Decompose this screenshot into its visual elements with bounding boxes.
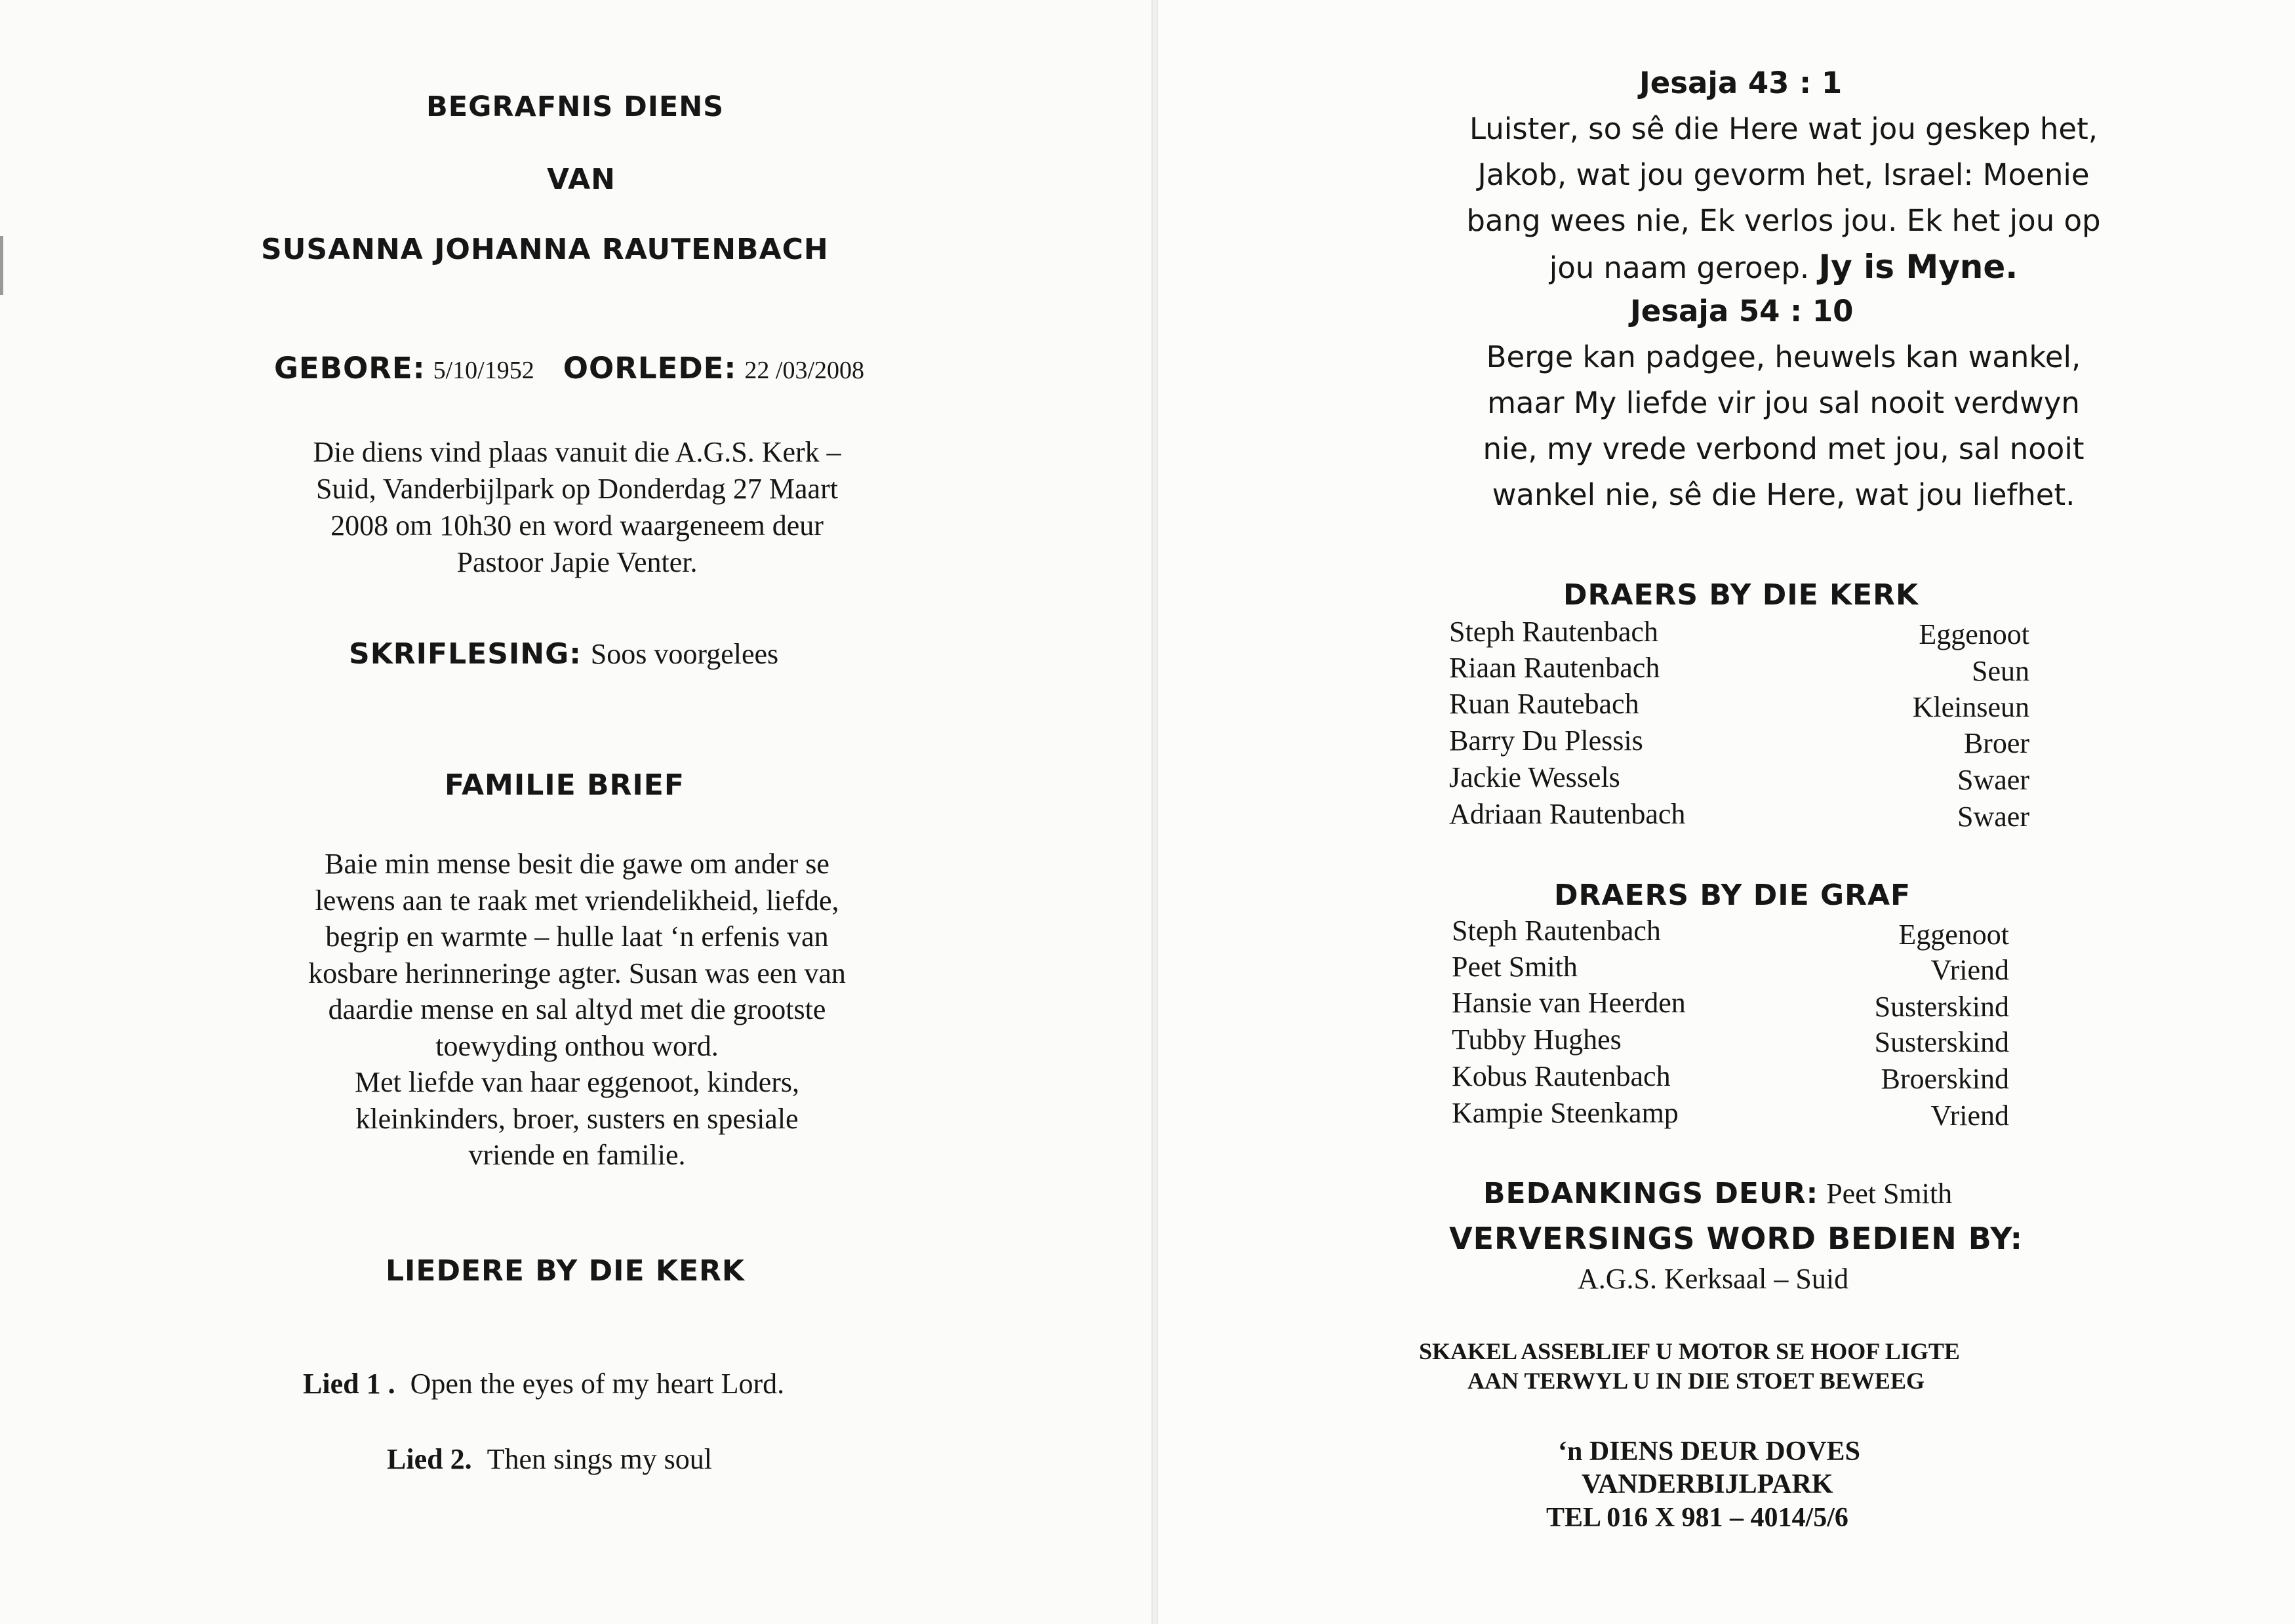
- bearer-role: Seun: [1972, 655, 2029, 687]
- song-title: Open the eyes of my heart Lord.: [410, 1368, 785, 1400]
- grave-bearers-heading: DRAERS BY DIE GRAF: [1554, 879, 1911, 912]
- verse-line-plain: jou naam geroep.: [1549, 250, 1810, 285]
- church-bearers-heading: DRAERS BY DIE KERK: [1563, 578, 1919, 612]
- bearer-role: Susterskind: [1874, 991, 2009, 1023]
- died-label: OORLEDE:: [563, 351, 737, 386]
- bearer-role: Susterskind: [1874, 1026, 2009, 1058]
- grave-bearers-list: [1452, 914, 2009, 1137]
- bearer-name: Tubby Hughes: [1452, 1023, 1622, 1056]
- song-label: Lied 1 .: [303, 1368, 395, 1400]
- bearer-name: Hansie van Heerden: [1452, 987, 1686, 1019]
- verse2-reference: Jesaja 54 : 10: [1630, 294, 1854, 328]
- song-label: Lied 2.: [387, 1443, 472, 1475]
- reading-value: Soos voorgelees: [590, 638, 779, 670]
- headlights-notice-line-2: AAN TERWYL U IN DIE STOET BEWEEG: [1467, 1368, 1925, 1394]
- born-label: GEBORE:: [274, 351, 426, 386]
- scripture-reading: [349, 637, 778, 671]
- bearer-role: Broer: [1963, 727, 2029, 759]
- bearer-name: Barry Du Plessis: [1449, 724, 1643, 757]
- born-date: 5/10/1952: [433, 357, 534, 384]
- verse-line: nie, my vrede verbond met jou, sal nooit: [1483, 431, 2085, 466]
- verse-line: [1390, 244, 2177, 291]
- bearer-role: Vriend: [1930, 954, 2009, 986]
- songs-heading: LIEDERE BY DIE KERK: [386, 1254, 746, 1288]
- letter-line: Baie min mense besit die gawe om ander se: [325, 848, 829, 880]
- letter-line: lewens aan te raak met vriendelikheid, liefde,: [315, 884, 839, 917]
- verse-line: wankel nie, sê die Here, wat jou liefhet.: [1492, 477, 2075, 512]
- letter-line: begrip en warmte – hulle laat ‘n erfenis van: [325, 921, 829, 953]
- family-letter-text: [203, 846, 951, 1174]
- verse1-reference: Jesaja 43 : 1: [1639, 66, 1843, 100]
- thanks-label: BEDANKINGS DEUR:: [1483, 1177, 1819, 1210]
- thanks-value: Peet Smith: [1826, 1178, 1953, 1210]
- service-line: Suid, Vanderbijlpark op Donderdag 27 Maart: [316, 473, 838, 505]
- bearer-name: Riaan Rautenbach: [1449, 652, 1660, 684]
- letter-line: vriende en familie.: [468, 1139, 686, 1171]
- verse-line: maar My liefde vir jou sal nooit verdwyn: [1487, 386, 2080, 420]
- bearer-role: Broerskind: [1881, 1063, 2009, 1095]
- bearer-name: Ruan Rautebach: [1449, 688, 1639, 720]
- verse2-text: [1390, 334, 2177, 518]
- letter-line: toewyding onthou word.: [435, 1029, 719, 1062]
- thanks-line: [1483, 1177, 1952, 1210]
- bearer-name: Jackie Wessels: [1449, 761, 1620, 793]
- family-letter-heading: FAMILIE BRIEF: [445, 768, 685, 802]
- undertaker-location: VANDERBIJLPARK: [1582, 1469, 1833, 1499]
- title-line-2: VAN: [547, 163, 616, 196]
- headlights-notice-line-1: SKAKEL ASSEBLIEF U MOTOR SE HOOF LIGTE: [1419, 1338, 1960, 1364]
- verse-emphasis: Jy is Myne.: [1818, 248, 2018, 286]
- deceased-name: SUSANNA JOHANNA RAUTENBACH: [261, 233, 829, 266]
- service-line: Die diens vind plaas vanuit die A.G.S. Kerk –: [313, 436, 841, 468]
- page-fold: [1151, 0, 1158, 1624]
- dates-line: [274, 351, 864, 386]
- bearer-name: Steph Rautenbach: [1452, 915, 1661, 947]
- undertaker-phone: TEL 016 X 981 – 4014/5/6: [1546, 1503, 1848, 1533]
- died-date: 22 /03/2008: [744, 357, 865, 384]
- bearer-role: Eggenoot: [1919, 618, 2029, 650]
- bearer-name: Steph Rautenbach: [1449, 616, 1658, 648]
- service-line: 2008 om 10h30 en word waargeneem deur: [330, 509, 824, 542]
- bearer-name: Adriaan Rautenbach: [1449, 798, 1686, 830]
- verse-line: Jakob, wat jou gevorm het, Israel: Moenie: [1477, 157, 2090, 192]
- letter-line: kosbare herinneringe agter. Susan was een van: [308, 957, 846, 989]
- bearer-role: Eggenoot: [1898, 919, 2009, 951]
- bearer-name: Kampie Steenkamp: [1452, 1097, 1679, 1129]
- letter-line: Met liefde van haar eggenoot, kinders,: [354, 1066, 800, 1098]
- title-line-1: BEGRAFNIS DIENS: [426, 90, 725, 123]
- scan-edge-mark: [0, 236, 3, 295]
- song-item: [387, 1442, 712, 1476]
- service-line: Pastoor Japie Venter.: [456, 546, 698, 578]
- bearer-name: Kobus Rautenbach: [1452, 1060, 1671, 1092]
- church-bearers-list: [1449, 615, 2029, 838]
- bearer-role: Swaer: [1957, 801, 2029, 833]
- service-details: [216, 434, 938, 581]
- bearer-role: Vriend: [1930, 1099, 2009, 1132]
- verse1-text: [1390, 106, 2177, 291]
- refreshments-label: VERVERSINGS WORD BEDIEN BY:: [1449, 1221, 2023, 1256]
- song-title: Then sings my soul: [487, 1443, 713, 1475]
- bearer-role: Kleinseun: [1912, 691, 2029, 723]
- letter-line: daardie mense en sal altyd met die grootste: [328, 993, 826, 1025]
- bearer-role: Swaer: [1957, 764, 2029, 796]
- refreshments-value: A.G.S. Kerksaal – Suid: [1578, 1263, 1849, 1295]
- bearer-name: Peet Smith: [1452, 951, 1578, 983]
- verse-line: Berge kan padgee, heuwels kan wankel,: [1486, 340, 2081, 374]
- song-item: [303, 1367, 784, 1400]
- letter-line: kleinkinders, broer, susters en spesiale: [355, 1102, 799, 1135]
- undertaker-name: ‘n DIENS DEUR DOVES: [1558, 1436, 1860, 1467]
- reading-label: SKRIFLESING:: [349, 637, 582, 671]
- verse-line: bang wees nie, Ek verlos jou. Ek het jou op: [1466, 203, 2101, 238]
- verse-line: Luister, so sê die Here wat jou geskep het,: [1469, 111, 2098, 146]
